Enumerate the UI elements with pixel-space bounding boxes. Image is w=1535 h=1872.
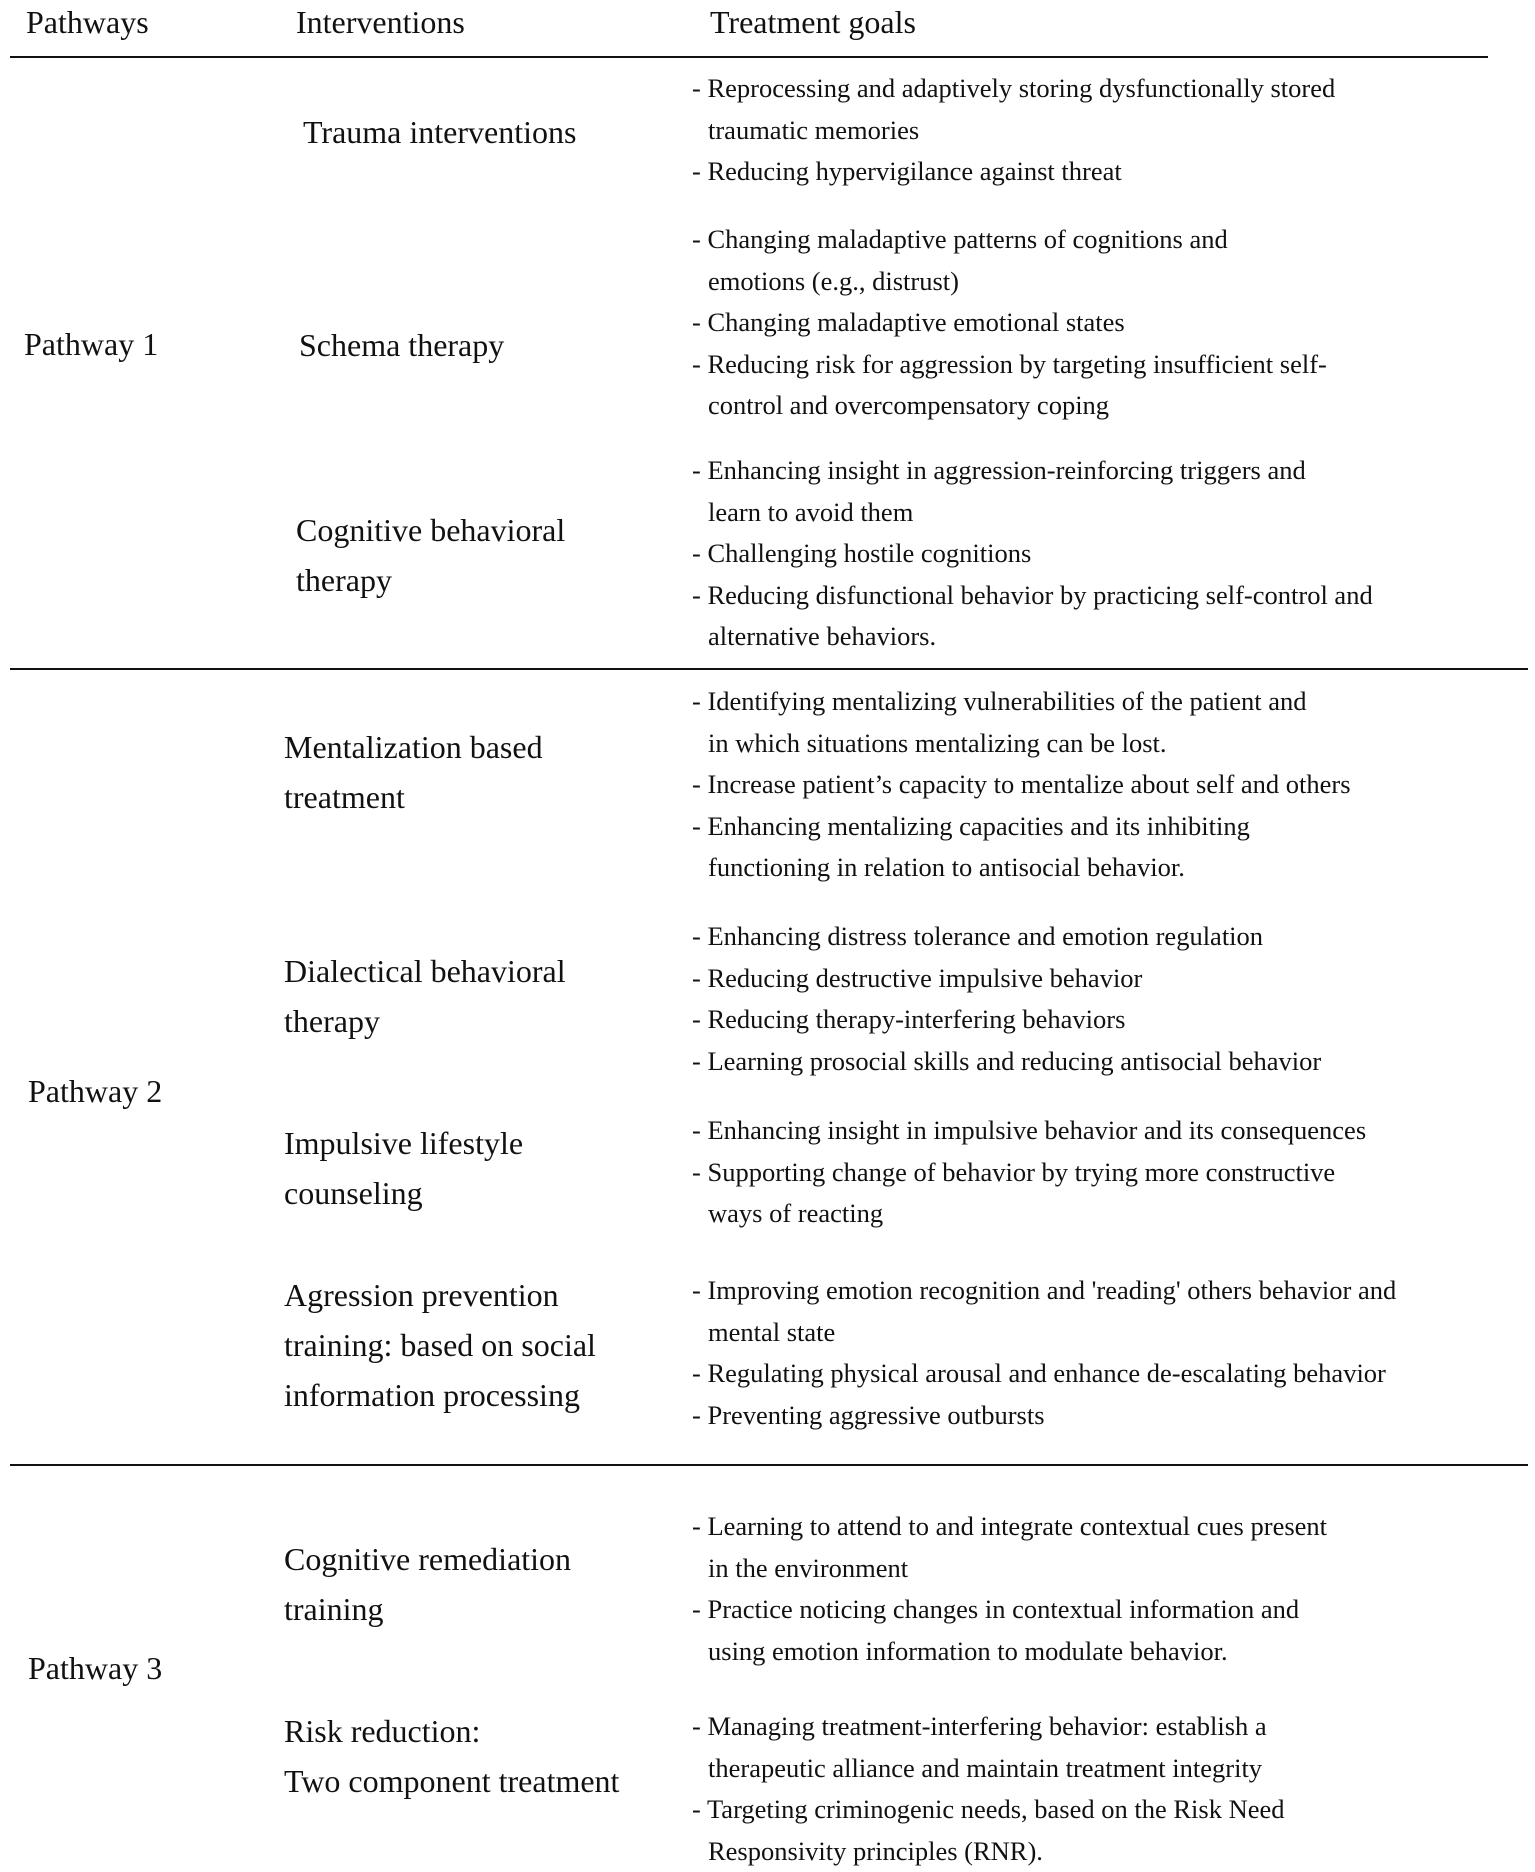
goal-item: - Increase patient’s capacity to mentalize about self and others xyxy=(692,769,1351,799)
intervention-cbt xyxy=(296,505,565,605)
intervention-risk-reduction xyxy=(284,1706,619,1806)
goal-item: - Reducing hypervigilance against threat xyxy=(692,156,1122,186)
intervention-schema xyxy=(299,320,504,370)
intervention-cognitive-remediation xyxy=(284,1534,571,1634)
intervention-line: Cognitive behavioral xyxy=(296,512,566,548)
goals-cognitive-remediation xyxy=(692,1506,1512,1672)
goals-mentalization xyxy=(692,681,1512,889)
goal-item: - Preventing aggressive outbursts xyxy=(692,1399,1045,1430)
goal-item: - Learning prosocial skills and reducing antisocial behavior xyxy=(692,1045,1322,1076)
goal-item: - Reducing risk for aggression by targeting insufficient self- control and overcompensatory coping xyxy=(692,348,1327,420)
header-rule xyxy=(10,56,1488,58)
goals-impulsive-lifestyle xyxy=(692,1110,1512,1235)
goal-item: - Changing maladaptive patterns of cognitions and emotions (e.g., distrust) xyxy=(692,224,1228,296)
goal-item: - Regulating physical arousal and enhance de-escalating behavior xyxy=(692,1358,1386,1388)
intervention-line: training: based on social xyxy=(284,1327,596,1363)
goal-item: - Identifying mentalizing vulnerabilities of the patient and in which situations mentalizing can be lost. xyxy=(692,686,1307,758)
goal-item: - Practice noticing changes in contextual information and using emotion information to modulate behavior. xyxy=(692,1594,1300,1666)
intervention-line: Cognitive remediation xyxy=(284,1541,572,1577)
intervention-line: Two component treatment xyxy=(284,1763,620,1799)
intervention-line: treatment xyxy=(284,779,405,815)
intervention-line: Schema therapy xyxy=(299,327,505,363)
pathway-2-rule xyxy=(10,1464,1528,1466)
intervention-aggression-prevention xyxy=(284,1270,596,1420)
pathway-1-rule xyxy=(10,668,1528,670)
goal-item: - Reducing therapy-interfering behaviors xyxy=(692,1004,1126,1034)
intervention-dbt xyxy=(284,946,566,1046)
intervention-line: Risk reduction: xyxy=(284,1713,481,1749)
intervention-line: Impulsive lifestyle xyxy=(284,1125,524,1161)
goal-item: - Enhancing insight in impulsive behavior and its consequences xyxy=(692,1115,1367,1145)
goal-item: - Managing treatment-interfering behavior: establish a therapeutic alliance and maintain treatment integrity xyxy=(692,1711,1267,1783)
pathway-1-label: Pathway 1 xyxy=(24,326,159,362)
intervention-line: therapy xyxy=(284,1003,380,1039)
intervention-line: therapy xyxy=(296,562,392,598)
intervention-line: Dialectical behavioral xyxy=(284,953,566,989)
intervention-line: training xyxy=(284,1591,384,1627)
goal-item: - Improving emotion recognition and 'reading' others behavior and mental state xyxy=(692,1275,1397,1347)
intervention-line: Trauma interventions xyxy=(303,114,577,150)
goals-aggression-prevention xyxy=(692,1270,1512,1436)
goal-item: - Changing maladaptive emotional states xyxy=(692,307,1125,337)
goals-trauma xyxy=(692,68,1512,193)
goal-item: - Enhancing distress tolerance and emotion regulation xyxy=(692,921,1264,951)
goal-item: - Learning to attend to and integrate contextual cues present in the environment xyxy=(692,1511,1328,1583)
goal-item: - Reducing destructive impulsive behavior xyxy=(692,962,1143,993)
intervention-line: Agression prevention xyxy=(284,1277,559,1313)
header-pathways: Pathways xyxy=(26,4,149,40)
intervention-trauma xyxy=(303,107,576,157)
goal-item: - Supporting change of behavior by trying more constructive ways of reacting xyxy=(692,1156,1336,1228)
header-interventions: Interventions xyxy=(296,4,465,40)
pathway-3-label: Pathway 3 xyxy=(28,1650,163,1686)
goal-item: - Reducing disfunctional behavior by practicing self-control and alternative behaviors. xyxy=(692,579,1373,651)
intervention-line: Mentalization based xyxy=(284,729,543,765)
pathway-2-label: Pathway 2 xyxy=(28,1073,163,1109)
header-treatment-goals: Treatment goals xyxy=(710,4,916,40)
goals-risk-reduction xyxy=(692,1706,1512,1872)
intervention-mentalization xyxy=(284,722,543,822)
goal-item: - Challenging hostile cognitions xyxy=(692,538,1032,568)
goal-item: - Reprocessing and adaptively storing dysfunctionally stored traumatic memories xyxy=(692,73,1336,145)
goals-schema xyxy=(692,219,1512,427)
intervention-impulsive-lifestyle xyxy=(284,1118,523,1218)
goal-item: - Targeting criminogenic needs, based on the Risk Need Responsivity principles (RNR). xyxy=(692,1794,1285,1866)
intervention-line: counseling xyxy=(284,1175,423,1211)
intervention-line: information processing xyxy=(284,1377,580,1413)
goal-item: - Enhancing insight in aggression-reinforcing triggers and learn to avoid them xyxy=(692,455,1306,527)
goal-item: - Enhancing mentalizing capacities and its inhibiting functioning in relation to antisocial behavior. xyxy=(692,810,1250,882)
goals-cbt xyxy=(692,450,1512,658)
goals-dbt xyxy=(692,916,1512,1082)
